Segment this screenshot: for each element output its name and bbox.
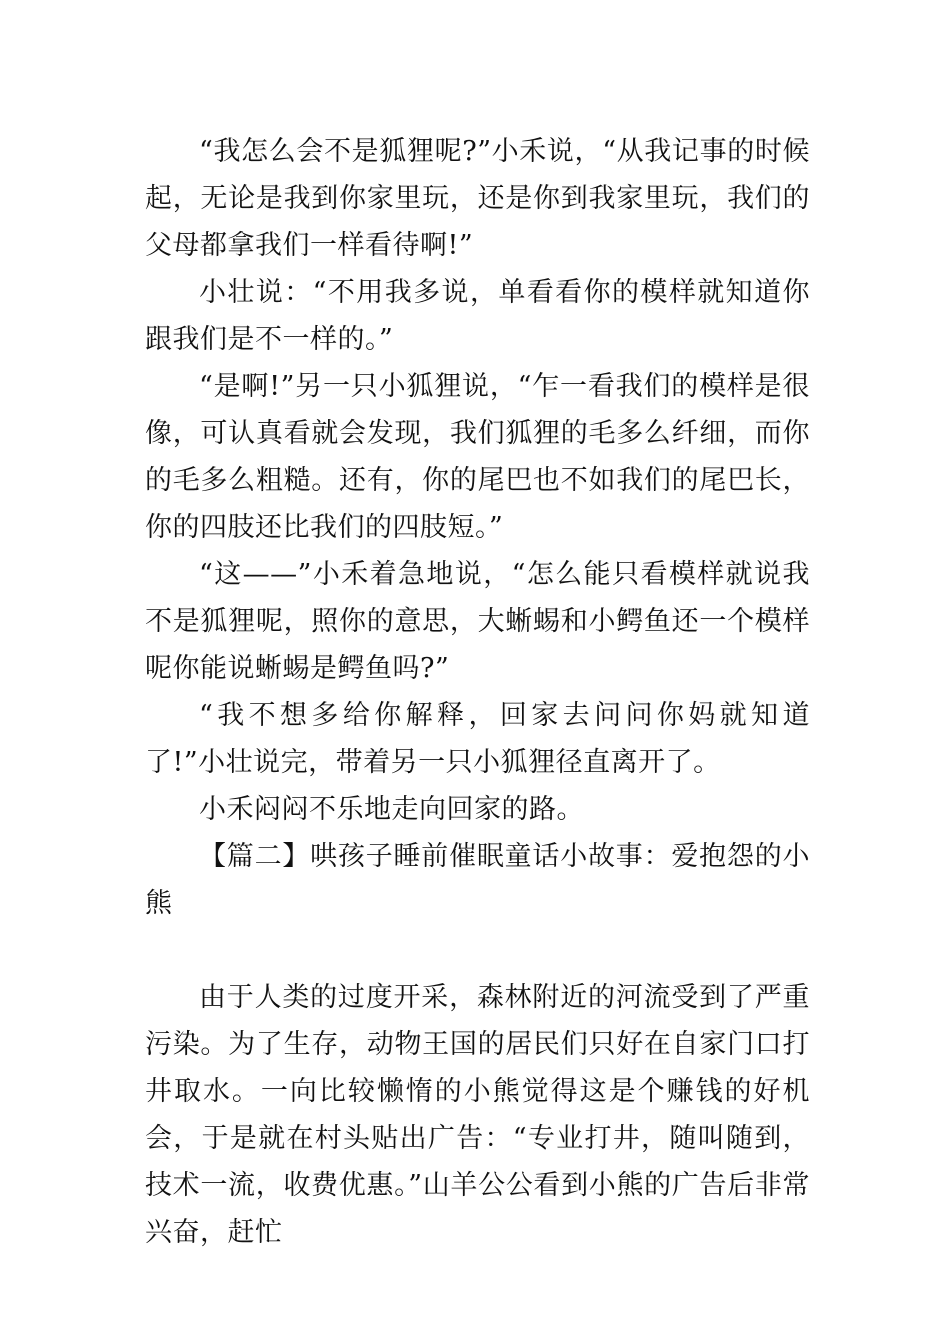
- section-heading: 【篇二】哄孩子睡前催眠童话小故事：爱抱怨的小熊: [145, 841, 810, 919]
- paragraph: 小壮说：“不用我多说，单看看你的模样就知道你跟我们是不一样的。”: [145, 277, 810, 355]
- blank-line: [145, 927, 810, 974]
- paragraph: “我不想多给你解释，回家去问问你妈就知道了!”小壮说完，带着另一只小狐狸径直离开了。: [145, 700, 810, 778]
- paragraph: “我怎么会不是狐狸呢?”小禾说，“从我记事的时候起，无论是我到你家里玩，还是你到我家里玩，我们的父母都拿我们一样看待啊!”: [145, 136, 810, 261]
- paragraph: 由于人类的过度开采，森林附近的河流受到了严重污染。为了生存，动物王国的居民们只好在自家门口打井取水。一向比较懒惰的小熊觉得这是个赚钱的好机会，于是就在村头贴出广告：“专业打井，随叫随到，技术一流，收费优惠。”山羊公公看到小熊的广告后非常兴奋，赶忙: [145, 982, 810, 1248]
- paragraph: 小禾闷闷不乐地走向回家的路。: [199, 794, 584, 825]
- document-body: [145, 128, 810, 1256]
- paragraph: “是啊!”另一只小狐狸说，“乍一看我们的模样是很像，可认真看就会发现，我们狐狸的毛多么纤细，而你的毛多么粗糙。还有，你的尾巴也不如我们的尾巴长，你的四肢还比我们的四肢短。”: [145, 371, 810, 543]
- paragraph: “这——”小禾着急地说，“怎么能只看模样就说我不是狐狸呢，照你的意思，大蜥蜴和小鳄鱼还一个模样呢你能说蜥蜴是鳄鱼吗?”: [145, 559, 810, 684]
